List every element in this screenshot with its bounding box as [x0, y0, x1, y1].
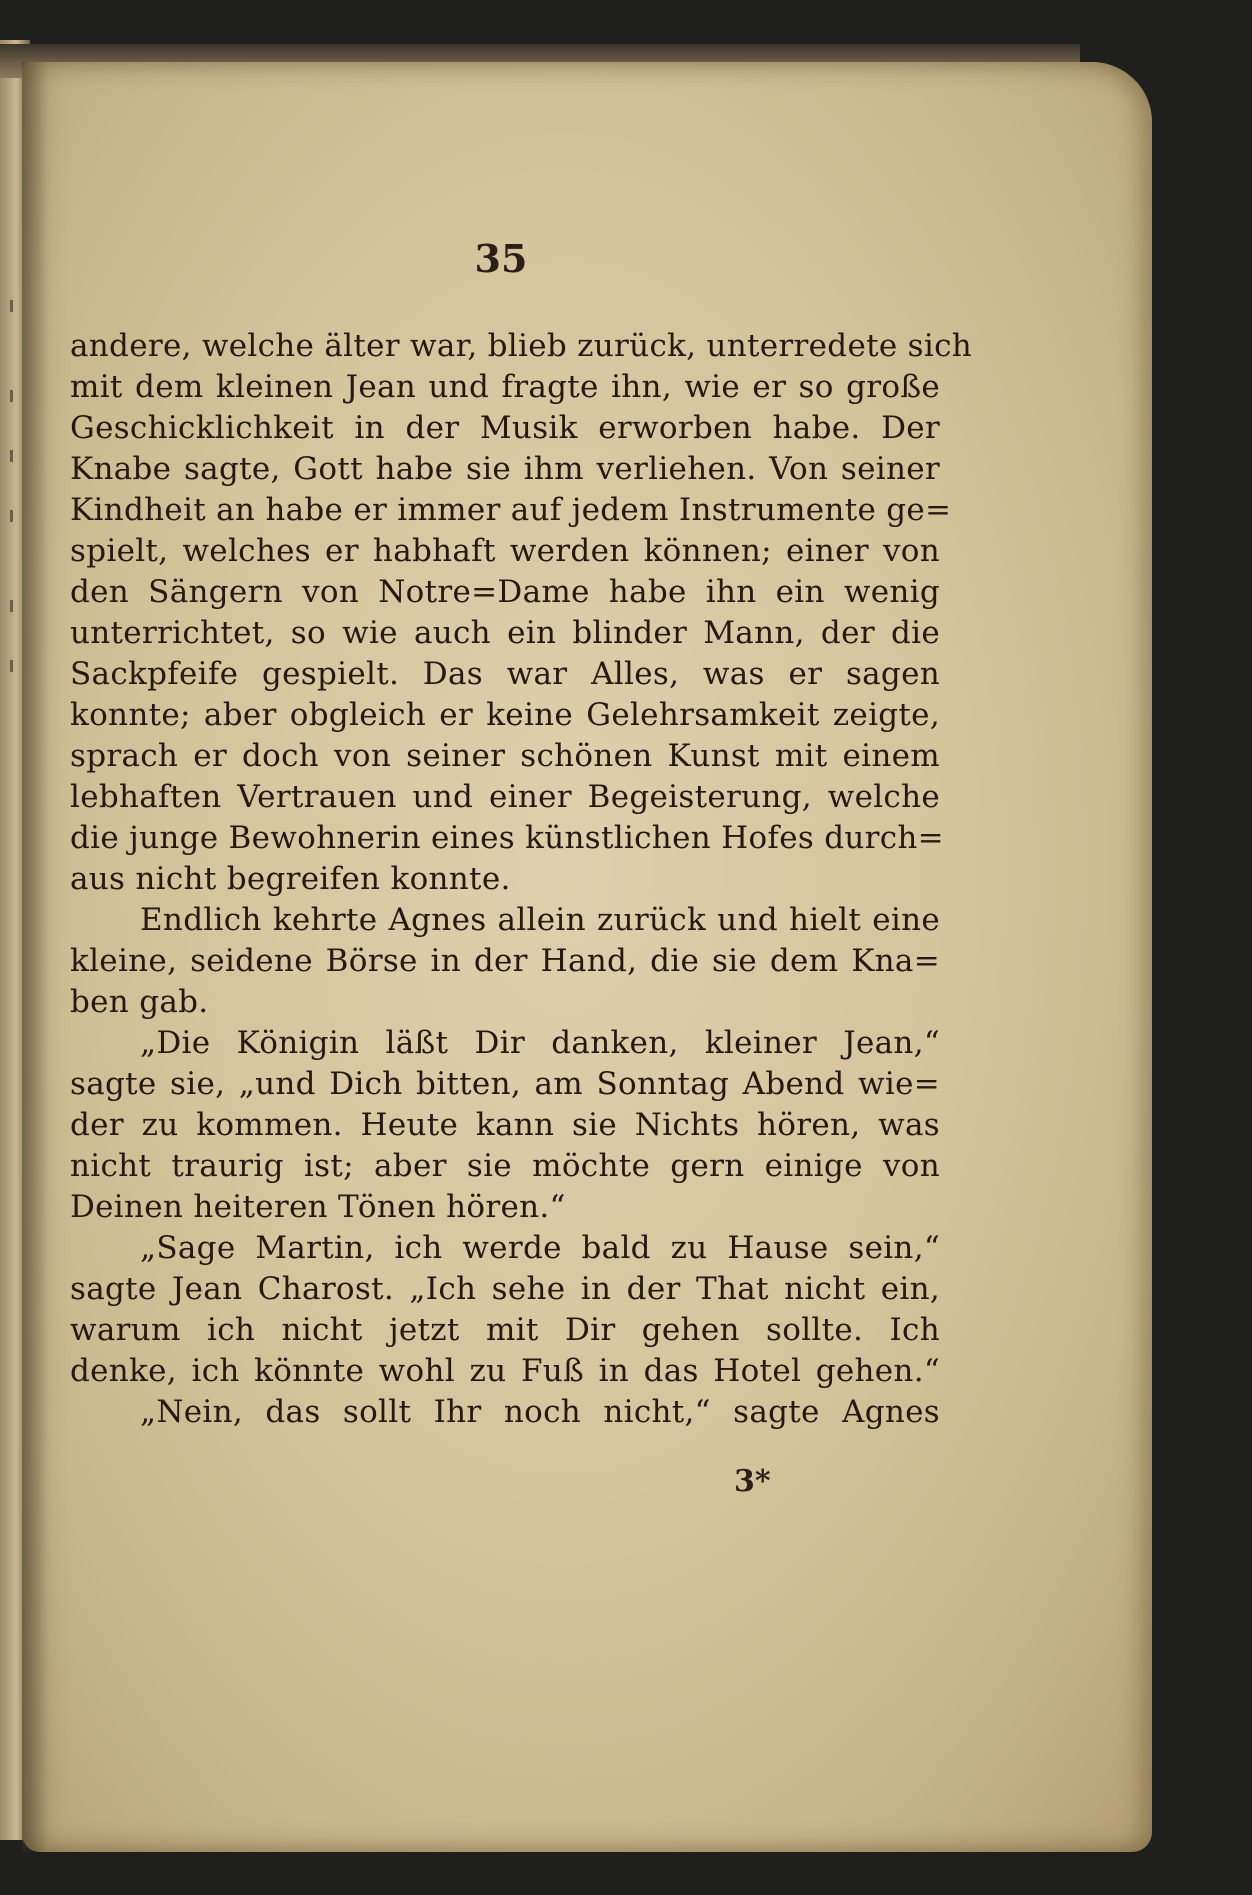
- text-line: sagte sie, „und Dich bitten, am Sonntag Abend wie=: [70, 1066, 940, 1102]
- text-line: denke, ich könnte wohl zu Fuß in das Hotel gehen.“: [70, 1353, 940, 1389]
- text-line: andere, welche älter war, blieb zurück, unterredete sich: [70, 328, 973, 364]
- text-line: spielt, welches er habhaft werden können; einer von: [70, 533, 940, 569]
- page-gutter-shadow: [22, 62, 48, 1852]
- text-line: aus nicht begreifen konnte.: [70, 861, 511, 897]
- printer-signature-mark: 3*: [734, 1464, 771, 1499]
- text-line: Kindheit an habe er immer auf jedem Instrumente ge=: [70, 492, 952, 528]
- text-line: Sackpfeife gespielt. Das war Alles, was er sagen: [70, 656, 940, 692]
- text-line: „Sage Martin, ich werde bald zu Hause sein,“: [140, 1230, 940, 1266]
- text-line: der zu kommen. Heute kann sie Nichts hören, was: [70, 1107, 940, 1143]
- text-line: sprach er doch von seiner schönen Kunst mit einem: [70, 738, 940, 774]
- text-line: sagte Jean Charost. „Ich sehe in der That nicht ein,: [70, 1271, 940, 1307]
- page-number: 35: [474, 236, 528, 281]
- text-line: Endlich kehrte Agnes allein zurück und hielt eine: [140, 902, 940, 938]
- text-line: „Die Königin läßt Dir danken, kleiner Jean,“: [140, 1025, 940, 1061]
- text-line: konnte; aber obgleich er keine Gelehrsamkeit zeigte,: [70, 697, 940, 733]
- text-line: Knabe sagte, Gott habe sie ihm verliehen. Von seiner: [70, 451, 940, 487]
- text-line: lebhaften Vertrauen und einer Begeisterung, welche: [70, 779, 940, 815]
- text-line: „Nein, das sollt Ihr noch nicht,“ sagte Agnes: [140, 1394, 940, 1430]
- previous-page-text-fragments: [4, 300, 24, 700]
- text-line: die junge Bewohnerin eines künstlichen Hofes durch=: [70, 820, 944, 856]
- text-line: den Sängern von Notre=Dame habe ihn ein wenig: [70, 574, 940, 610]
- text-line: warum ich nicht jetzt mit Dir gehen sollte. Ich: [70, 1312, 940, 1348]
- text-line: Deinen heiteren Tönen hören.“: [70, 1189, 566, 1225]
- text-line: unterrichtet, so wie auch ein blinder Mann, der die: [70, 615, 940, 651]
- text-line: ben gab.: [70, 984, 209, 1020]
- text-line: kleine, seidene Börse in der Hand, die sie dem Kna=: [70, 943, 940, 979]
- text-line: nicht traurig ist; aber sie möchte gern einige von: [70, 1148, 940, 1184]
- text-line: Geschicklichkeit in der Musik erworben habe. Der: [70, 410, 940, 446]
- body-text: [70, 326, 973, 1433]
- text-line: mit dem kleinen Jean und fragte ihn, wie er so große: [70, 369, 940, 405]
